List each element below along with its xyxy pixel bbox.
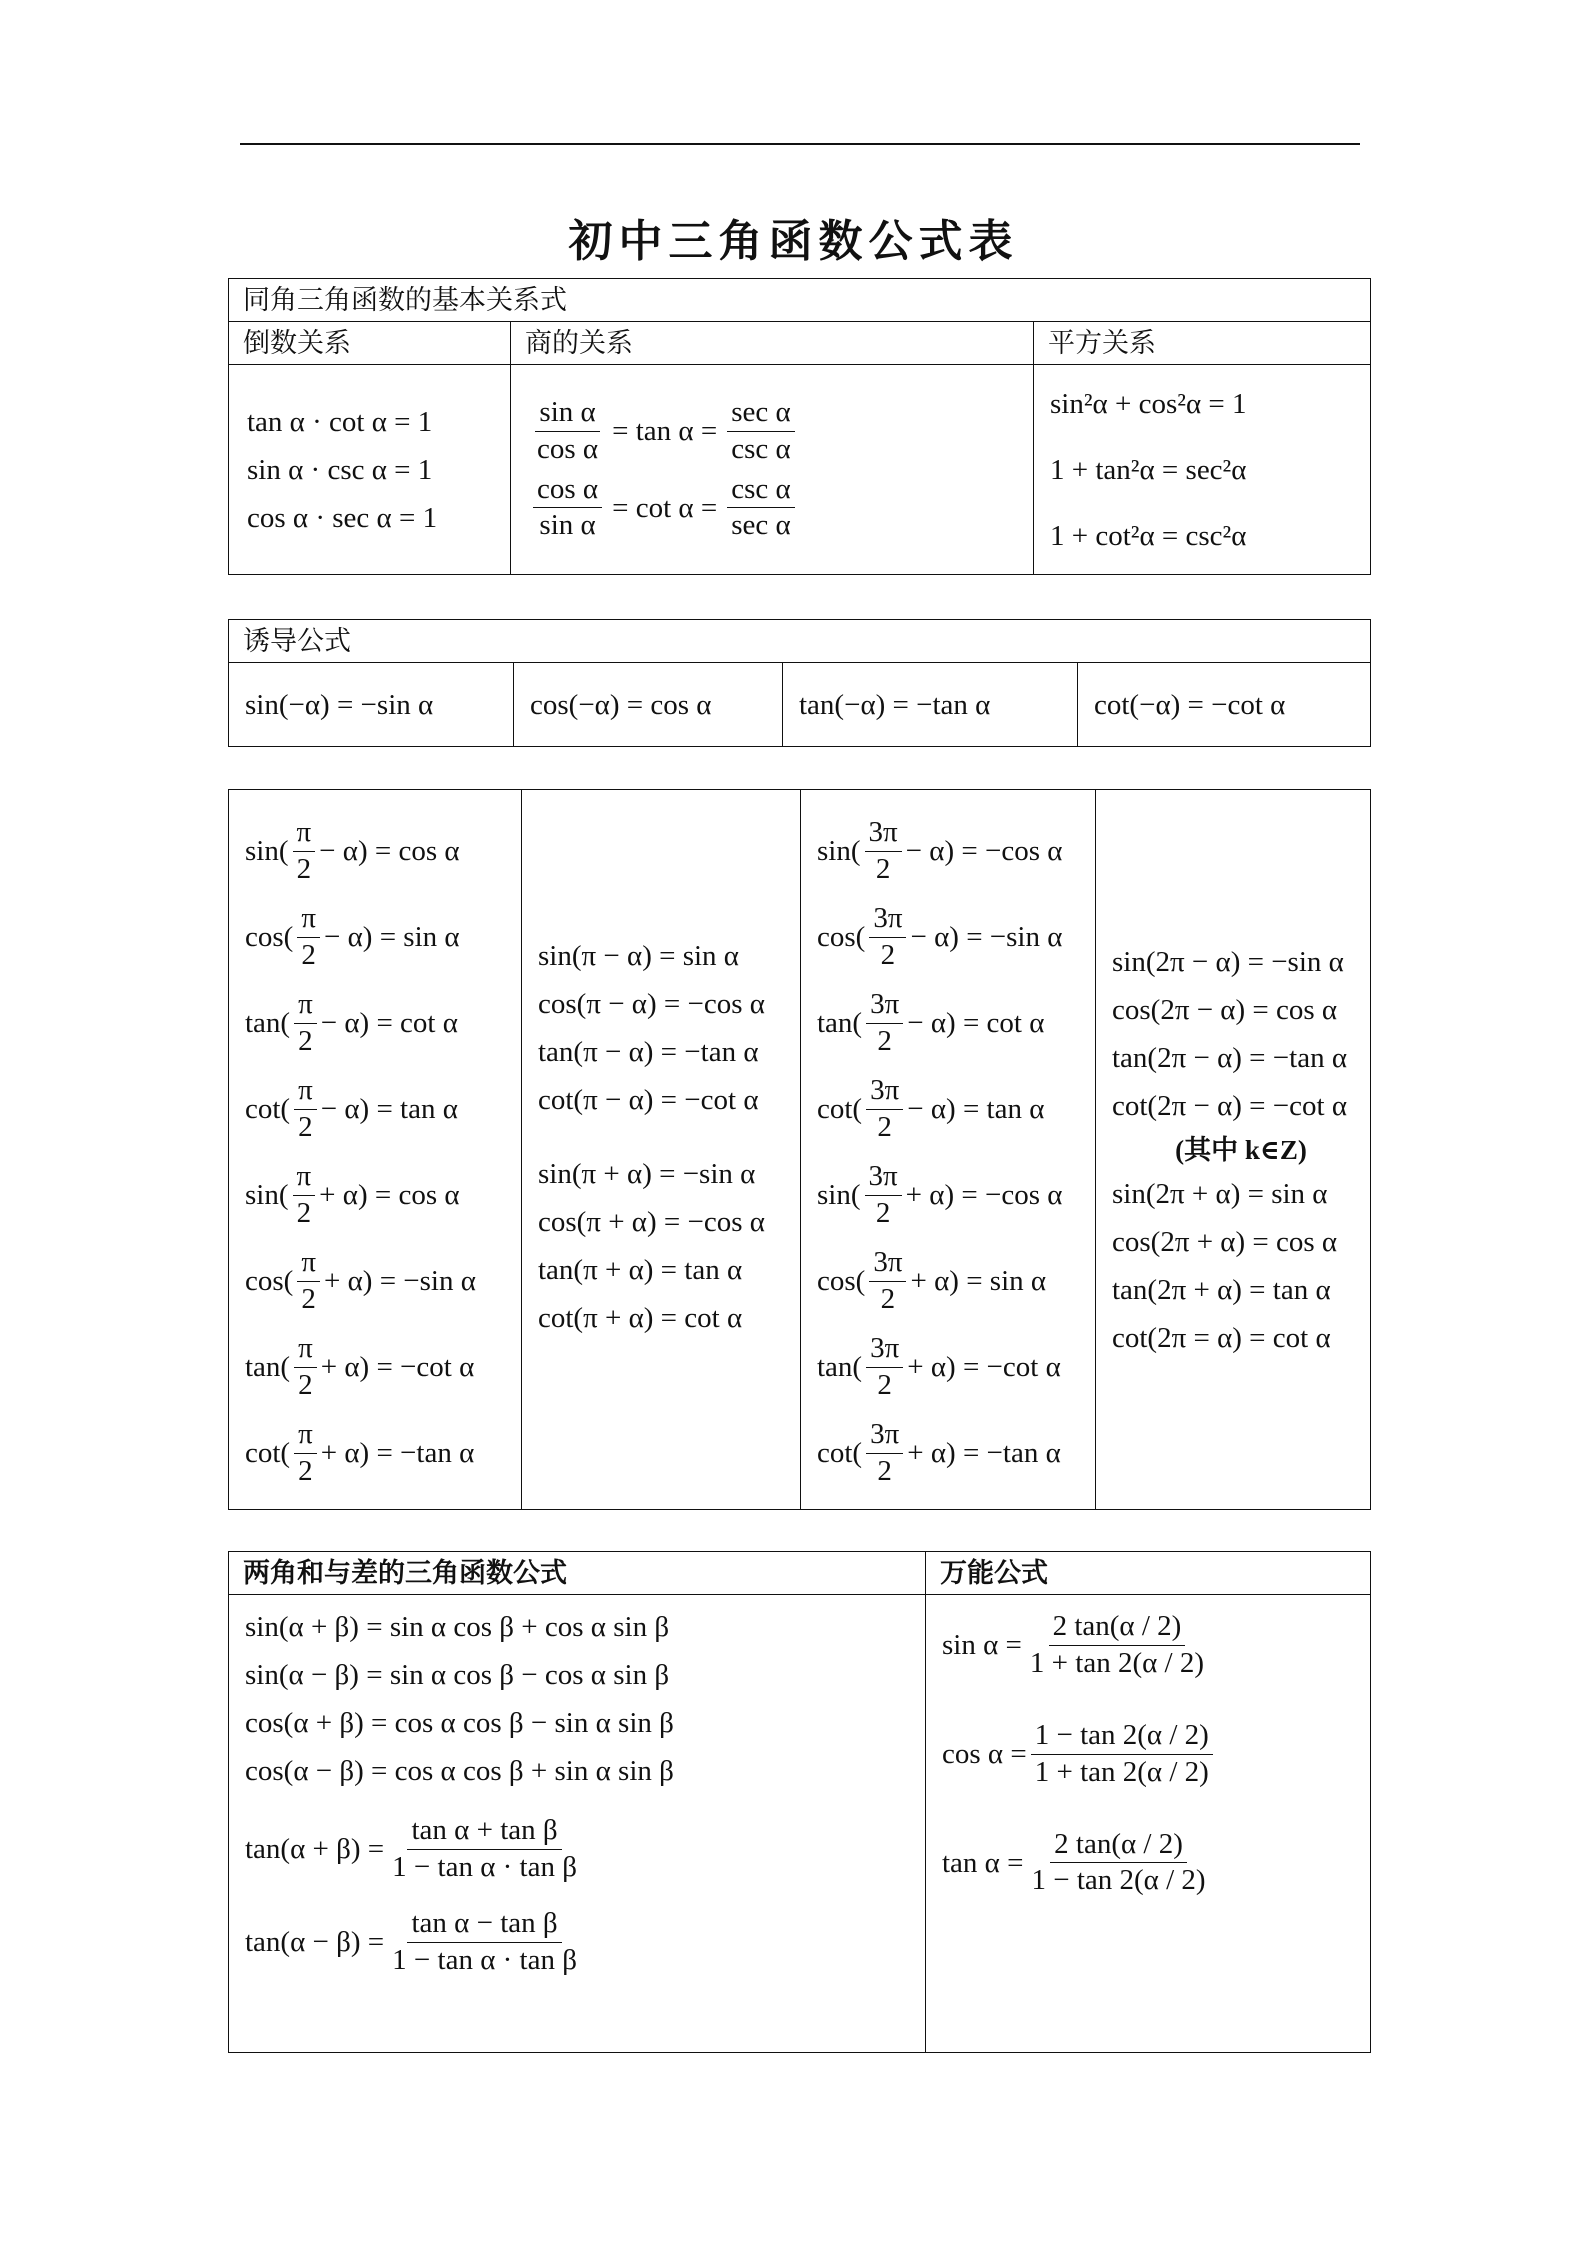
formula: sin(−α) = −sin α bbox=[229, 663, 514, 747]
top-rule bbox=[240, 143, 1360, 145]
formula: cot( $\frac{3\pi}{2}$ + α) = −tan α bbox=[817, 1417, 1061, 1487]
sum-difference-table bbox=[228, 1551, 1371, 2053]
formula: tan( $\frac{\pi}{2}$ − α) = cot α bbox=[245, 987, 458, 1057]
formula: sin²α + cos²α = 1 bbox=[1050, 387, 1247, 420]
fraction: $\frac{1 - \tan 2(\alpha / 2)}{1 + \tan 2(\alpha / 2)}$ bbox=[1031, 1720, 1213, 1789]
formula: cot( $\frac{\pi}{2}$ − α) = tan α bbox=[245, 1073, 458, 1143]
formula: cos(π + α) = −cos α bbox=[538, 1206, 765, 1238]
tan-sum-formula: tan(α + β) = $\frac{\text{tan α + tan β}}{\text{1 − tan α · tan β}}$ bbox=[245, 1815, 925, 1884]
universal-tan-formula: tan α = $\frac{2 \tan(\alpha / 2)}{1 - \tan 2(\alpha / 2)}$ bbox=[942, 1829, 1370, 1898]
formula: sin(α + β) = sin α cos β + cos α sin β bbox=[245, 1611, 670, 1643]
fraction: $\frac{\text{csc α}}{\text{sec α}}$ bbox=[727, 474, 794, 543]
quotient-title: 商的关系 bbox=[511, 322, 1034, 365]
formula: cot( $\frac{3\pi}{2}$ − α) = tan α bbox=[817, 1073, 1045, 1143]
formula: sin(π − α) = sin α bbox=[538, 940, 739, 972]
formula: cos(2π − α) = cos α bbox=[1112, 993, 1338, 1026]
universal-cos-formula: cos α = $\frac{1 - \tan 2(\alpha / 2)}{1 + \tan 2(\alpha / 2)}$ bbox=[942, 1720, 1370, 1789]
universal-header: 万能公式 bbox=[926, 1552, 1371, 1595]
integer-note: (其中 k∈Z) bbox=[1175, 1134, 1307, 1165]
fraction: $\frac{\text{sec α}}{\text{csc α}}$ bbox=[727, 397, 794, 466]
square-title: 平方关系 bbox=[1034, 322, 1371, 365]
formula: sin(2π − α) = −sin α bbox=[1112, 945, 1344, 978]
formula: cot(π − α) = −cot α bbox=[538, 1084, 759, 1116]
formula: sin α · csc α = 1 bbox=[247, 453, 433, 486]
formula: cos( $\frac{\pi}{2}$ + α) = −sin α bbox=[245, 1245, 476, 1315]
formula: cos(2π + α) = cos α bbox=[1112, 1225, 1338, 1258]
fraction: $\frac{\text{sin α}}{\text{cos α}}$ bbox=[537, 395, 599, 465]
quotient-cell bbox=[511, 365, 1034, 575]
square-cell bbox=[1034, 365, 1371, 575]
reciprocal-title: 倒数关系 bbox=[229, 322, 511, 365]
formula: tan(2π + α) = tan α bbox=[1112, 1273, 1331, 1306]
fraction: $\frac{\text{tan α + tan β}}{\text{1 − tan α · tan β}}$ bbox=[392, 1814, 577, 1883]
basic-relations-header: 同角三角函数的基本关系式 bbox=[229, 279, 1371, 322]
tan-diff-formula: tan(α − β) = $\frac{\text{tan α − tan β}}{\text{1 − tan α · tan β}}$ bbox=[245, 1908, 925, 1977]
formula: sin(2π + α) = sin α bbox=[1112, 1177, 1328, 1210]
formula: tan( $\frac{3\pi}{2}$ + α) = −cot α bbox=[817, 1331, 1061, 1401]
formula: sin( $\frac{\pi}{2}$ + α) = cos α bbox=[245, 1159, 460, 1229]
fraction: $\frac{2 \tan(\alpha / 2)}{1 - \tan 2(\alpha / 2)}$ bbox=[1031, 1827, 1206, 1897]
formula: cos(α − β) = cos α cos β + sin α sin β bbox=[245, 1755, 674, 1787]
formula: cos(−α) = cos α bbox=[514, 663, 783, 747]
formula: sin(α − β) = sin α cos β − cos α sin β bbox=[245, 1659, 670, 1691]
formula: tan( $\frac{3\pi}{2}$ − α) = cot α bbox=[817, 987, 1045, 1057]
formula: cos(π − α) = −cos α bbox=[538, 988, 765, 1020]
formula: tan(2π − α) = −tan α bbox=[1112, 1041, 1348, 1074]
formula: sin(π + α) = −sin α bbox=[538, 1158, 756, 1190]
formula: tan(−α) = −tan α bbox=[783, 663, 1078, 747]
formula: cos( $\frac{3\pi}{2}$ + α) = sin α bbox=[817, 1245, 1047, 1315]
three-half-pi-cell bbox=[801, 790, 1096, 1510]
page-title: 初中三角函数公式表 bbox=[568, 217, 1019, 266]
two-pi-cell bbox=[1096, 790, 1371, 1510]
fraction: $\frac{\text{cos α}}{\text{sin α}}$ bbox=[533, 474, 602, 543]
formula: cos α · sec α = 1 bbox=[247, 501, 438, 534]
angle-shift-table bbox=[228, 789, 1371, 1510]
sum-difference-cell bbox=[229, 1595, 926, 2053]
quotient-formula: $\frac{\text{sin α}}{\text{cos α}}$ = tan α = $\frac{\text{sec α}}{\text{csc α}}$ bbox=[529, 397, 1033, 466]
formula: cot(2π − α) = −cot α bbox=[1112, 1089, 1348, 1122]
formula: cot(2π = α) = cot α bbox=[1112, 1321, 1331, 1354]
formula: tan α · cot α = 1 bbox=[247, 405, 433, 438]
quotient-formula: $\frac{\text{cos α}}{\text{sin α}}$ = cot α = $\frac{\text{csc α}}{\text{sec α}}$ bbox=[529, 474, 1033, 543]
formula: sin( $\frac{\pi}{2}$ − α) = cos α bbox=[245, 815, 460, 885]
formula: 1 + tan²α = sec²α bbox=[1050, 453, 1247, 486]
formula: sin( $\frac{3\pi}{2}$ + α) = −cos α bbox=[817, 1159, 1063, 1229]
induction-header: 诱导公式 bbox=[229, 620, 1371, 663]
formula: sin( $\frac{3\pi}{2}$ − α) = −cos α bbox=[817, 815, 1063, 885]
formula: tan( $\frac{\pi}{2}$ + α) = −cot α bbox=[245, 1331, 475, 1401]
universal-sin-formula: sin α = $\frac{2 \tan(\alpha / 2)}{1 + \tan 2(\alpha / 2)}$ bbox=[942, 1611, 1370, 1680]
sum-difference-header: 两角和与差的三角函数公式 bbox=[229, 1552, 926, 1595]
formula: cos( $\frac{\pi}{2}$ − α) = sin α bbox=[245, 901, 460, 971]
formula: cot(π + α) = cot α bbox=[538, 1302, 743, 1334]
formula: cot(−α) = −cot α bbox=[1078, 663, 1371, 747]
induction-table bbox=[228, 619, 1371, 747]
formula: cos( $\frac{3\pi}{2}$ − α) = −sin α bbox=[817, 901, 1063, 971]
formula: 1 + cot²α = csc²α bbox=[1050, 519, 1247, 552]
formula: cot( $\frac{\pi}{2}$ + α) = −tan α bbox=[245, 1417, 475, 1487]
fraction: $\frac{\text{tan α − tan β}}{\text{1 − tan α · tan β}}$ bbox=[392, 1906, 577, 1976]
fraction: $\frac{2 \tan(\alpha / 2)}{1 + \tan 2(\alpha / 2)}$ bbox=[1029, 1610, 1205, 1679]
half-pi-cell bbox=[229, 790, 522, 1510]
basic-relations-table bbox=[228, 278, 1371, 575]
reciprocal-cell bbox=[229, 365, 511, 575]
formula: cos(α + β) = cos α cos β − sin α sin β bbox=[245, 1707, 674, 1739]
formula: tan(π + α) = tan α bbox=[538, 1254, 743, 1286]
universal-cell bbox=[926, 1595, 1371, 2053]
formula: tan(π − α) = −tan α bbox=[538, 1036, 759, 1068]
pi-cell bbox=[522, 790, 801, 1510]
